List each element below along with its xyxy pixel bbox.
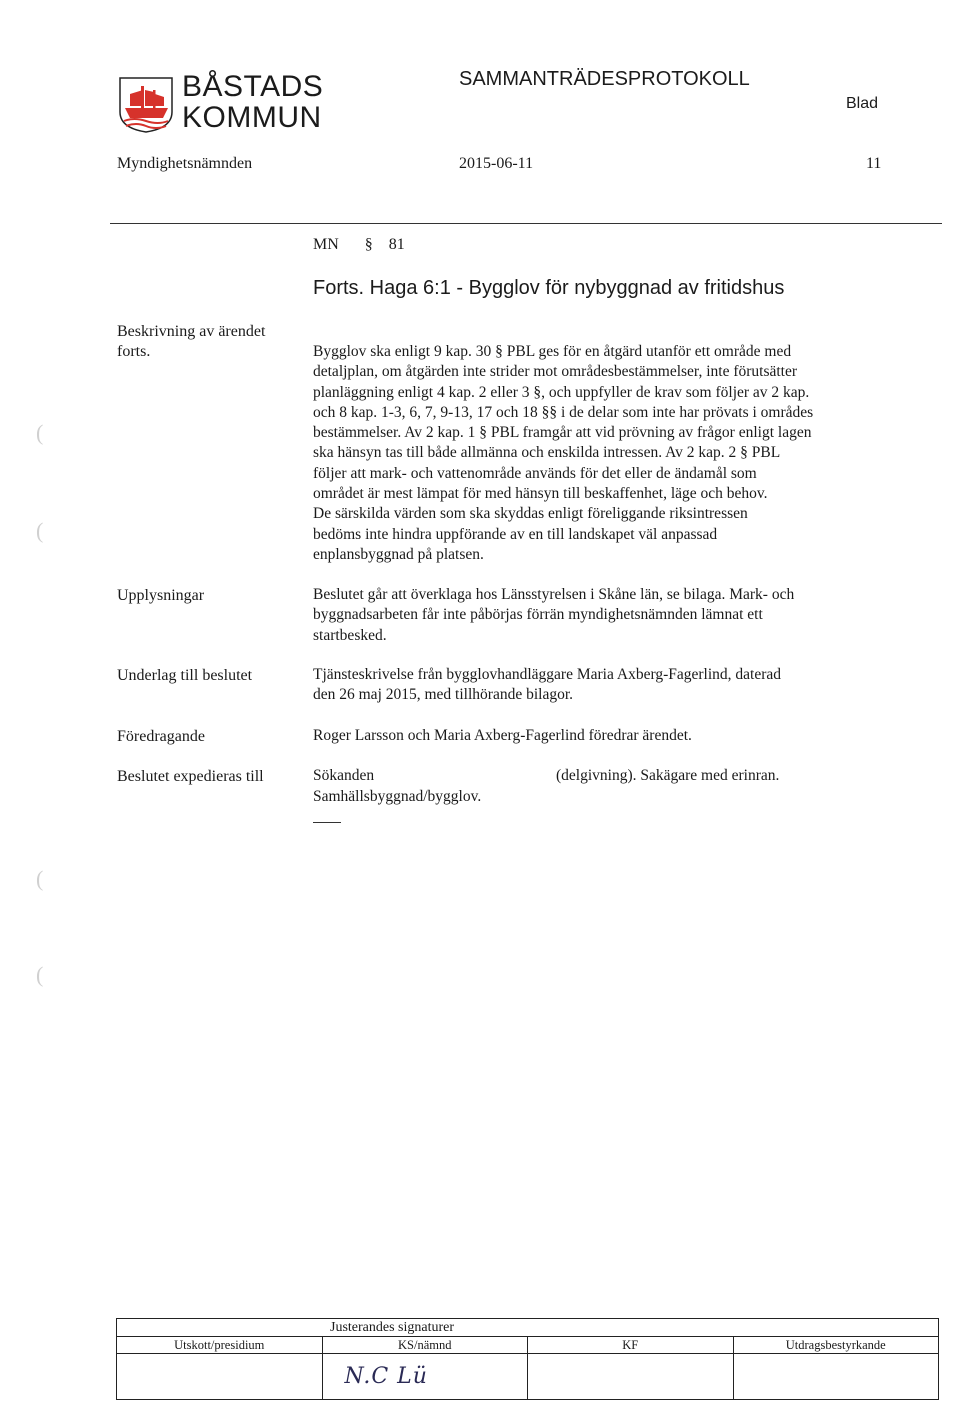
description-line: enplansbyggnad på platsen. — [313, 545, 484, 563]
description-line: ska hänsyn tas till både allmänna och enskilda intressen. Av 2 kap. 2 § PBL — [313, 444, 781, 462]
dispatch-label: Beslutet expedieras till — [117, 768, 264, 785]
margin-mark: ( — [36, 962, 44, 987]
information-text — [313, 585, 913, 646]
signature-table-header-blank — [733, 1319, 939, 1337]
description-text — [313, 342, 913, 565]
logo-line1: BÅSTADS — [182, 70, 324, 103]
header-divider — [110, 223, 942, 224]
description-label-line1: Beskrivning av ärendet — [117, 323, 266, 340]
signature-column-kf: KF — [528, 1337, 734, 1354]
meeting-date: 2015-06-11 — [459, 155, 534, 172]
information-line: Beslutet går att överklaga hos Länsstyrelsen i Skåne län, se bilaga. Mark- och — [313, 586, 795, 603]
committee-name: Myndighetsnämnden — [117, 155, 253, 172]
basis-line: den 26 maj 2015, med tillhörande bilagor. — [313, 686, 574, 704]
document-type: SAMMANTRÄDESPROTOKOLL — [459, 68, 750, 90]
description-line: De särskilda värden som ska skyddas enligt föreliggande riksintressen — [313, 505, 748, 523]
page-number: 11 — [866, 155, 882, 172]
signature-column-utskott: Utskott/presidium — [117, 1337, 323, 1354]
signature-column-ks-namnd: KS/nämnd — [322, 1337, 528, 1354]
margin-mark: ( — [36, 866, 44, 891]
information-label: Upplysningar — [117, 587, 205, 604]
basis-line: Tjänsteskrivelse från bygglovhandläggare Maria Axberg-Fagerlind, daterad — [313, 666, 781, 683]
description-line: planläggning enligt 4 kap. 2 eller 3 §, och uppfyller de krav som följer av 2 kap. — [313, 383, 810, 401]
description-line: området är mest lämpat för med hänsyn till beskaffenhet, läge och behov. — [313, 485, 768, 503]
paragraph-sign: § — [364, 236, 373, 253]
dispatch-recipient-1: Sökanden — [313, 767, 375, 784]
dispatch-recipient-2: Samhällsbyggnad/bygglov. — [313, 788, 482, 805]
description-line: Bygglov ska enligt 9 kap. 30 § PBL ges för en åtgärd utanför ett område med — [313, 343, 792, 360]
end-rule — [313, 822, 341, 823]
signature-cell — [733, 1354, 939, 1400]
margin-mark: ( — [36, 420, 44, 445]
blad-label: Blad — [846, 95, 879, 112]
signature-table-header-blank — [117, 1319, 323, 1337]
information-line: startbesked. — [313, 626, 387, 644]
logo — [116, 72, 176, 134]
section-title: Forts. Haga 6:1 - Bygglov för nybyggnad av fritidshus — [313, 277, 785, 299]
basis-label: Underlag till beslutet — [117, 667, 253, 684]
section-number — [313, 236, 405, 254]
signature-cell — [528, 1354, 734, 1400]
ship-emblem-icon — [116, 72, 176, 134]
presenter-label: Föredragande — [117, 728, 205, 745]
section-number-value: 81 — [388, 236, 405, 253]
description-label-line2: forts. — [117, 343, 151, 360]
description-label — [117, 322, 265, 362]
section-prefix: MN — [313, 236, 339, 253]
description-line: detaljplan, om åtgärden inte strider mot områdesbestämmelser, inte förutsätter — [313, 363, 798, 381]
signature-column-utdragsbestyrkande: Utdragsbestyrkande — [733, 1337, 939, 1354]
dispatch-recipient-1-note: (delgivning). Sakägare med erinran. — [556, 767, 780, 784]
signature-table-title: Justerandes signaturer — [322, 1319, 733, 1337]
logo-line2: KOMMUN — [182, 101, 322, 134]
description-line: och 8 kap. 1-3, 6, 7, 9-13, 17 och 18 §§ i de delar som inte har prövats i områdes — [313, 403, 814, 421]
signature-cell — [117, 1354, 323, 1400]
presenter-text: Roger Larsson och Maria Axberg-Fagerlind föredrar ärendet. — [313, 727, 692, 744]
description-line: bedöms inte hindra uppförande av en till landskapet väl anpassad — [313, 525, 718, 543]
description-line: följer att mark- och vattenområde används för det eller de ändamål som — [313, 464, 757, 482]
signature-cell-ks-namnd — [322, 1354, 528, 1400]
description-line: bestämmelser. Av 2 kap. 1 § PBL framgår att vid prövning av frågor enligt lagen — [313, 424, 812, 442]
signature-table — [116, 1318, 939, 1400]
information-line: byggnadsarbeten får inte påbörjas förrän myndighetsnämnden lämnat ett — [313, 606, 763, 624]
basis-text — [313, 665, 913, 706]
margin-mark: ( — [36, 518, 44, 543]
handwritten-signature: N.C Lü — [344, 1364, 428, 1389]
